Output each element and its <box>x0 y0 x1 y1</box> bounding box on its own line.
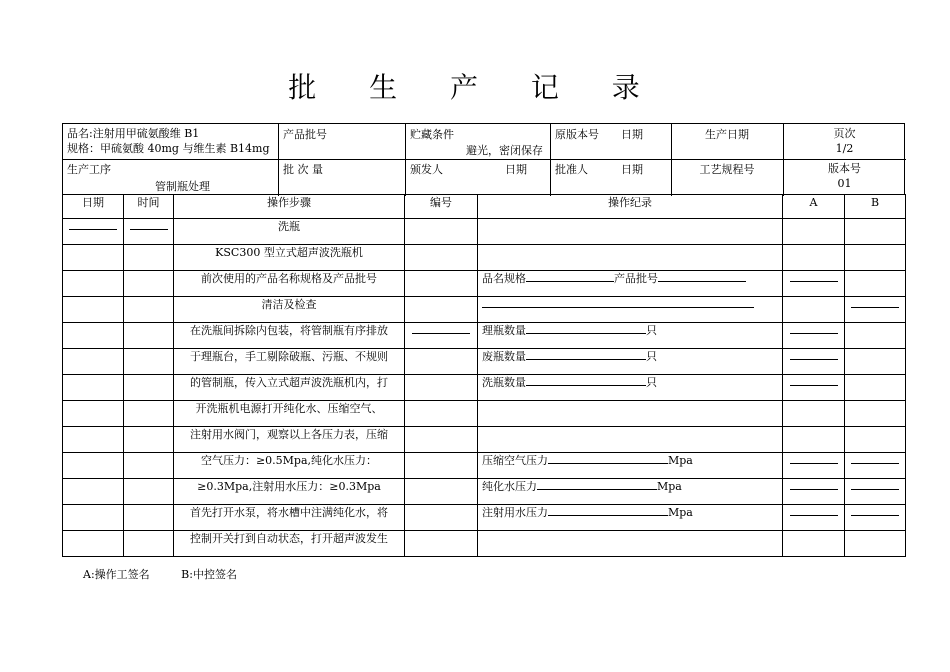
signature-line[interactable] <box>69 219 117 230</box>
record-input-line[interactable] <box>537 479 657 490</box>
code-cell[interactable] <box>405 427 478 453</box>
signature-b-cell[interactable] <box>845 219 906 245</box>
record-cell[interactable] <box>478 505 783 531</box>
col-code: 编号 <box>405 195 478 219</box>
table-row <box>63 375 906 401</box>
signature-b-cell[interactable] <box>845 531 906 557</box>
signature-line[interactable] <box>790 349 838 360</box>
signature-b-cell[interactable] <box>845 401 906 427</box>
table-row <box>63 323 906 349</box>
date-cell[interactable] <box>63 479 124 505</box>
time-cell[interactable] <box>124 219 174 245</box>
record-unit: 只 <box>646 324 657 337</box>
record-label: 压缩空气压力 <box>482 454 548 467</box>
record-cell[interactable] <box>478 479 783 505</box>
code-cell[interactable] <box>405 245 478 271</box>
date-cell[interactable] <box>63 297 124 323</box>
code-cell[interactable] <box>405 297 478 323</box>
code-cell[interactable] <box>405 505 478 531</box>
record-label: 注射用水压力 <box>482 506 548 519</box>
col-a: A <box>783 195 845 219</box>
step-text: 在洗瓶间拆除内包装，将管制瓶有序排放 <box>190 324 388 337</box>
step-text: 于理瓶台，手工剔除破瓶、污瓶、不规则 <box>190 350 388 363</box>
header-grid <box>62 123 905 195</box>
signature-a-cell[interactable] <box>783 401 845 427</box>
column-header-row <box>63 195 906 219</box>
signature-line[interactable] <box>851 453 899 464</box>
code-cell[interactable] <box>405 531 478 557</box>
signature-line[interactable] <box>790 375 838 386</box>
page-title: 批 生 产 记 录 <box>288 71 662 104</box>
table-row <box>63 271 906 297</box>
table-row <box>63 219 906 245</box>
date-cell[interactable] <box>63 401 124 427</box>
record-cell[interactable] <box>478 297 783 323</box>
record-input-line[interactable] <box>526 323 646 334</box>
table-row <box>63 349 906 375</box>
signature-b-cell[interactable] <box>845 271 906 297</box>
signature-b-cell[interactable] <box>845 505 906 531</box>
record-cell[interactable] <box>478 401 783 427</box>
col-b: B <box>845 195 906 219</box>
signature-a-cell[interactable] <box>783 505 845 531</box>
step-cell <box>174 245 405 271</box>
time-cell[interactable] <box>124 453 174 479</box>
date-cell[interactable] <box>63 271 124 297</box>
product-spec: 规格：甲硫氨酸 40mg 与维生素 B14mg <box>67 142 270 155</box>
record-input-line[interactable] <box>548 453 668 464</box>
code-cell[interactable] <box>405 453 478 479</box>
col-record: 操作纪录 <box>478 195 783 219</box>
date-cell[interactable] <box>63 349 124 375</box>
record-cell[interactable] <box>478 375 783 401</box>
date-cell[interactable] <box>63 531 124 557</box>
col-steps: 操作步骤 <box>174 195 405 219</box>
step-text: 控制开关打到自动状态，打开超声波发生 <box>190 532 388 545</box>
approver-date-label: 日期 <box>621 163 643 176</box>
record-label: 理瓶数量 <box>482 324 526 337</box>
record-input-line[interactable] <box>548 505 668 516</box>
code-cell[interactable] <box>405 219 478 245</box>
step-text: KSC300 型立式超声波洗瓶机 <box>215 246 363 259</box>
record-unit: 只 <box>646 376 657 389</box>
table-row <box>63 453 906 479</box>
table-row <box>63 505 906 531</box>
process-value: 管制瓶处理 <box>155 180 210 193</box>
approver-label: 批准人 <box>555 163 588 176</box>
record-input-line[interactable] <box>526 271 614 282</box>
record-mid-label: 产品批号 <box>614 272 658 285</box>
time-cell[interactable] <box>124 349 174 375</box>
code-cell[interactable] <box>405 401 478 427</box>
code-cell[interactable] <box>405 323 478 349</box>
step-cell <box>174 453 405 479</box>
signature-b-cell[interactable] <box>845 323 906 349</box>
code-cell[interactable] <box>405 349 478 375</box>
signature-line[interactable] <box>851 479 899 490</box>
issuer-date-label: 日期 <box>505 163 527 176</box>
record-label: 纯化水压力 <box>482 480 537 493</box>
page-value: 1/2 <box>835 142 854 155</box>
signature-b-cell[interactable] <box>845 453 906 479</box>
signature-b-cell[interactable] <box>845 427 906 453</box>
batch-no-label: 产品批号 <box>283 128 327 141</box>
time-cell[interactable] <box>124 323 174 349</box>
record-label: 洗瓶数量 <box>482 376 526 389</box>
time-cell[interactable] <box>124 271 174 297</box>
col-date: 日期 <box>63 195 124 219</box>
signature-a-cell[interactable] <box>783 479 845 505</box>
date-cell[interactable] <box>63 219 124 245</box>
step-cell <box>174 323 405 349</box>
signature-b-cell[interactable] <box>845 375 906 401</box>
time-cell[interactable] <box>124 245 174 271</box>
record-cell[interactable] <box>478 349 783 375</box>
record-input-line[interactable] <box>658 271 746 282</box>
storage-value: 避光，密闭保存 <box>466 144 543 157</box>
signature-b-cell[interactable] <box>845 245 906 271</box>
record-unit: Mpa <box>668 506 693 519</box>
version-label: 版本号 <box>828 162 861 175</box>
step-cell <box>174 531 405 557</box>
step-text: 前次使用的产品名称规格及产品批号 <box>201 272 377 285</box>
table-row <box>63 297 906 323</box>
step-cell <box>174 427 405 453</box>
signature-a-cell[interactable] <box>783 531 845 557</box>
record-label: 废瓶数量 <box>482 350 526 363</box>
date-cell[interactable] <box>63 323 124 349</box>
version-value: 01 <box>837 177 852 190</box>
record-cell[interactable] <box>478 427 783 453</box>
time-cell[interactable] <box>124 505 174 531</box>
time-cell[interactable] <box>124 531 174 557</box>
signature-legend <box>83 566 265 582</box>
step-cell <box>174 349 405 375</box>
record-cell[interactable] <box>478 219 783 245</box>
step-cell <box>174 375 405 401</box>
page-label: 页次 <box>833 127 856 140</box>
record-unit: Mpa <box>657 480 682 493</box>
time-cell[interactable] <box>124 479 174 505</box>
signature-a-cell[interactable] <box>783 219 845 245</box>
record-cell[interactable] <box>478 245 783 271</box>
code-cell[interactable] <box>405 375 478 401</box>
procedure-no-label: 工艺规程号 <box>699 163 755 176</box>
record-cell[interactable] <box>478 531 783 557</box>
storage-label: 贮藏条件 <box>410 128 454 141</box>
signature-line[interactable] <box>790 323 838 334</box>
issuer-label: 颁发人 <box>410 163 443 176</box>
legend-a: A:操作工签名 <box>83 568 150 581</box>
step-cell <box>174 479 405 505</box>
record-cell[interactable] <box>478 453 783 479</box>
time-cell[interactable] <box>124 401 174 427</box>
step-cell <box>174 401 405 427</box>
process-label: 生产工序 <box>67 163 111 176</box>
signature-a-cell[interactable] <box>783 271 845 297</box>
signature-a-cell[interactable] <box>783 453 845 479</box>
step-cell <box>174 505 405 531</box>
table-row <box>63 427 906 453</box>
record-cell[interactable] <box>478 323 783 349</box>
step-text: 首先打开水泵，将水槽中注满纯化水，将 <box>190 506 388 519</box>
date-cell[interactable] <box>63 427 124 453</box>
operation-table <box>62 194 906 557</box>
signature-a-cell[interactable] <box>783 323 845 349</box>
signature-line[interactable] <box>851 505 899 516</box>
date-cell[interactable] <box>63 505 124 531</box>
legend-b: B:中控签名 <box>181 568 237 581</box>
record-input-line[interactable] <box>482 297 754 308</box>
signature-a-cell[interactable] <box>783 349 845 375</box>
step-cell <box>174 297 405 323</box>
step-text: 空气压力：≥0.5Mpa,纯化水压力： <box>200 454 378 467</box>
signature-a-cell[interactable] <box>783 375 845 401</box>
step-text: 洗瓶 <box>278 220 300 233</box>
signature-line[interactable] <box>130 219 168 230</box>
step-text: 的管制瓶，传入立式超声波洗瓶机内，打 <box>190 376 388 389</box>
step-cell <box>174 219 405 245</box>
prod-date-label: 生产日期 <box>705 128 749 141</box>
record-input-line[interactable] <box>526 375 646 386</box>
date-cell[interactable] <box>63 453 124 479</box>
time-cell[interactable] <box>124 427 174 453</box>
signature-line[interactable] <box>790 505 838 516</box>
orig-version-label: 原版本号 <box>555 128 599 141</box>
table-row <box>63 401 906 427</box>
step-text: 开洗瓶机电源打开纯化水、压缩空气、 <box>195 402 383 415</box>
time-cell[interactable] <box>124 375 174 401</box>
step-text: 清洁及检查 <box>261 298 317 311</box>
signature-a-cell[interactable] <box>783 245 845 271</box>
orig-date-label: 日期 <box>621 128 643 141</box>
signature-line[interactable] <box>790 271 838 282</box>
record-unit: Mpa <box>668 454 693 467</box>
signature-line[interactable] <box>790 479 838 490</box>
product-name: 品名:注射用甲硫氨酸维 B1 <box>67 127 200 140</box>
col-time: 时间 <box>124 195 174 219</box>
step-cell <box>174 271 405 297</box>
table-row <box>63 245 906 271</box>
step-text: ≥0.3Mpa,注射用水压力：≥0.3Mpa <box>197 480 381 493</box>
signature-b-cell[interactable] <box>845 349 906 375</box>
signature-line[interactable] <box>851 297 899 308</box>
signature-line[interactable] <box>790 453 838 464</box>
signature-line[interactable] <box>412 323 470 334</box>
record-input-line[interactable] <box>526 349 646 360</box>
signature-b-cell[interactable] <box>845 297 906 323</box>
signature-b-cell[interactable] <box>845 479 906 505</box>
signature-a-cell[interactable] <box>783 297 845 323</box>
code-cell[interactable] <box>405 479 478 505</box>
date-cell[interactable] <box>63 375 124 401</box>
batch-qty-label: 批 次 量 <box>283 163 323 176</box>
signature-a-cell[interactable] <box>783 427 845 453</box>
time-cell[interactable] <box>124 297 174 323</box>
date-cell[interactable] <box>63 245 124 271</box>
record-cell[interactable] <box>478 271 783 297</box>
record-label: 品名规格 <box>482 272 526 285</box>
record-unit: 只 <box>646 350 657 363</box>
table-row <box>63 531 906 557</box>
step-text: 注射用水阀门，观察以上各压力表，压缩 <box>190 428 388 441</box>
code-cell[interactable] <box>405 271 478 297</box>
table-row <box>63 479 906 505</box>
